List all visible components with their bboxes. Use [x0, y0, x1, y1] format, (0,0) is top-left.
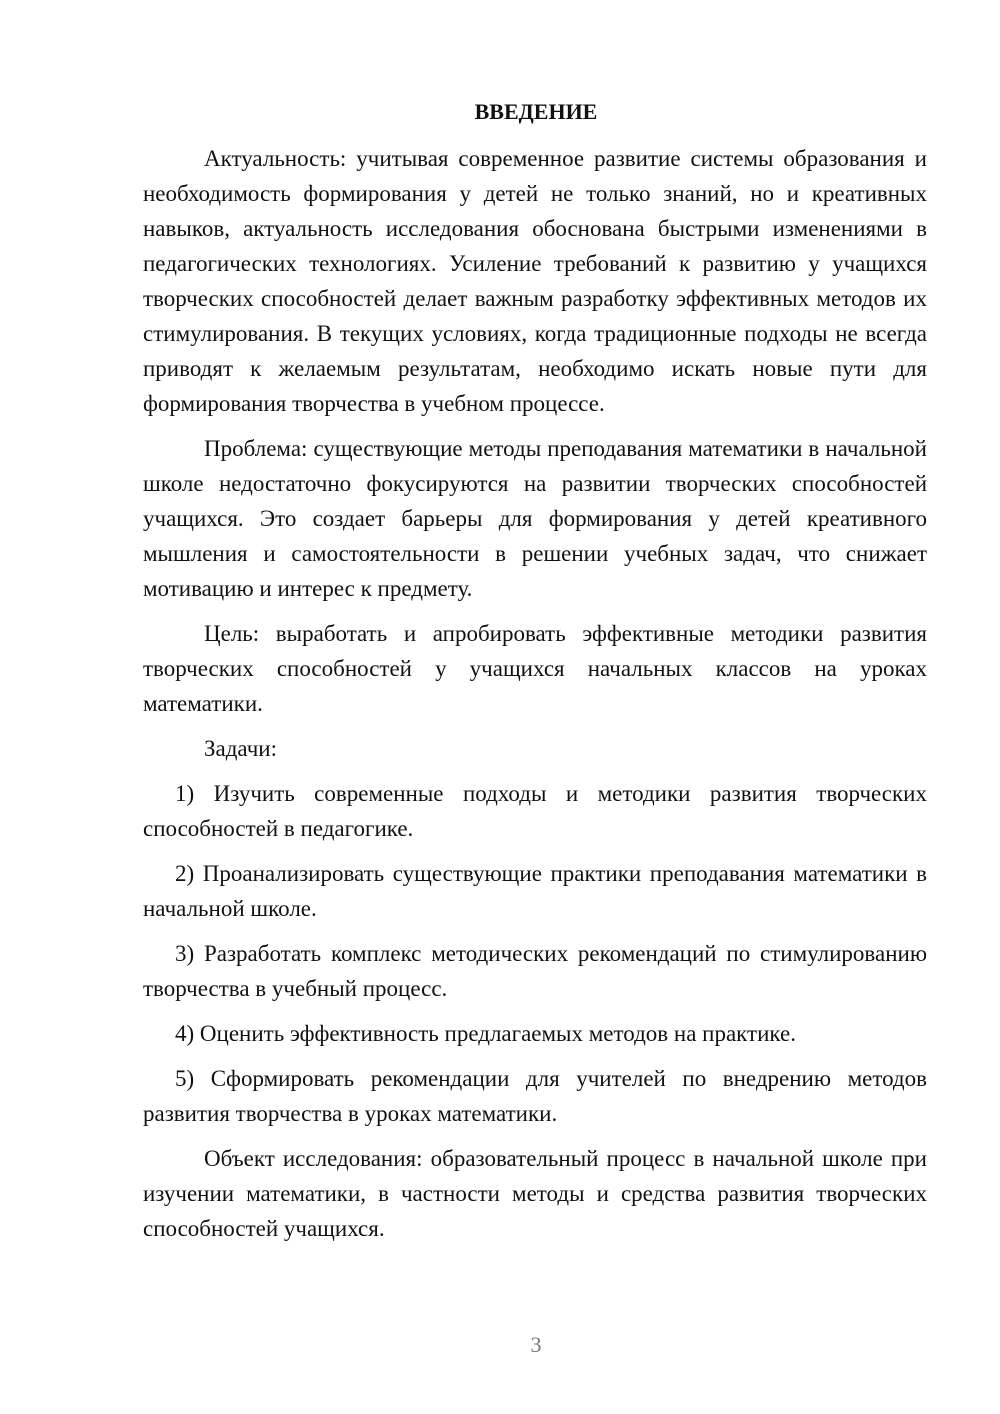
task-item: 5) Сформировать рекомендации для учителей по внедрению методов развития творчества в уроках математики.	[143, 1066, 927, 1126]
document-page	[143, 94, 927, 1256]
tasks-title: Задачи:	[204, 736, 277, 761]
task-item: 1) Изучить современные подходы и методики развития творческих способностей в педагогике.	[143, 781, 927, 841]
problem-paragraph: Проблема: существующие методы преподавания математики в начальной школе недостаточно фокусируются на развитии творческих способностей учащихся. Это создает барьеры для формирования у детей креативного мышления и самостоятельности в решении учебных задач, что снижает мотивацию и интерес к предмету.	[143, 436, 927, 601]
task-item: 2) Проанализировать существующие практики преподавания математики в начальной школе.	[143, 861, 927, 921]
section-heading: ВВЕДЕНИЕ	[474, 99, 598, 124]
task-item: 3) Разработать комплекс методических рекомендаций по стимулированию творчества в учебный процесс.	[143, 941, 927, 1001]
task-item: 4) Оценить эффективность предлагаемых методов на практике.	[175, 1021, 796, 1046]
relevance-paragraph: Актуальность: учитывая современное развитие системы образования и необходимость формирования у детей не только знаний, но и креативных навыков, актуальность исследования обоснована быстрыми изменениями в педагогических технологиях. Усиление требований к развитию у учащихся творческих способностей делает важным разработку эффективных методов их стимулирования. В текущих условиях, когда традиционные подходы не всегда приводят к желаемым результатам, необходимо искать новые пути для формирования творчества в учебном процессе.	[143, 146, 927, 416]
page-number: 3	[530, 1332, 542, 1357]
goal-paragraph: Цель: выработать и апробировать эффективные методики развития творческих способностей у учащихся начальных классов на уроках математики.	[143, 621, 927, 716]
object-paragraph: Объект исследования: образовательный процесс в начальной школе при изучении математики, в частности методы и средства развития творческих способностей учащихся.	[143, 1146, 927, 1241]
